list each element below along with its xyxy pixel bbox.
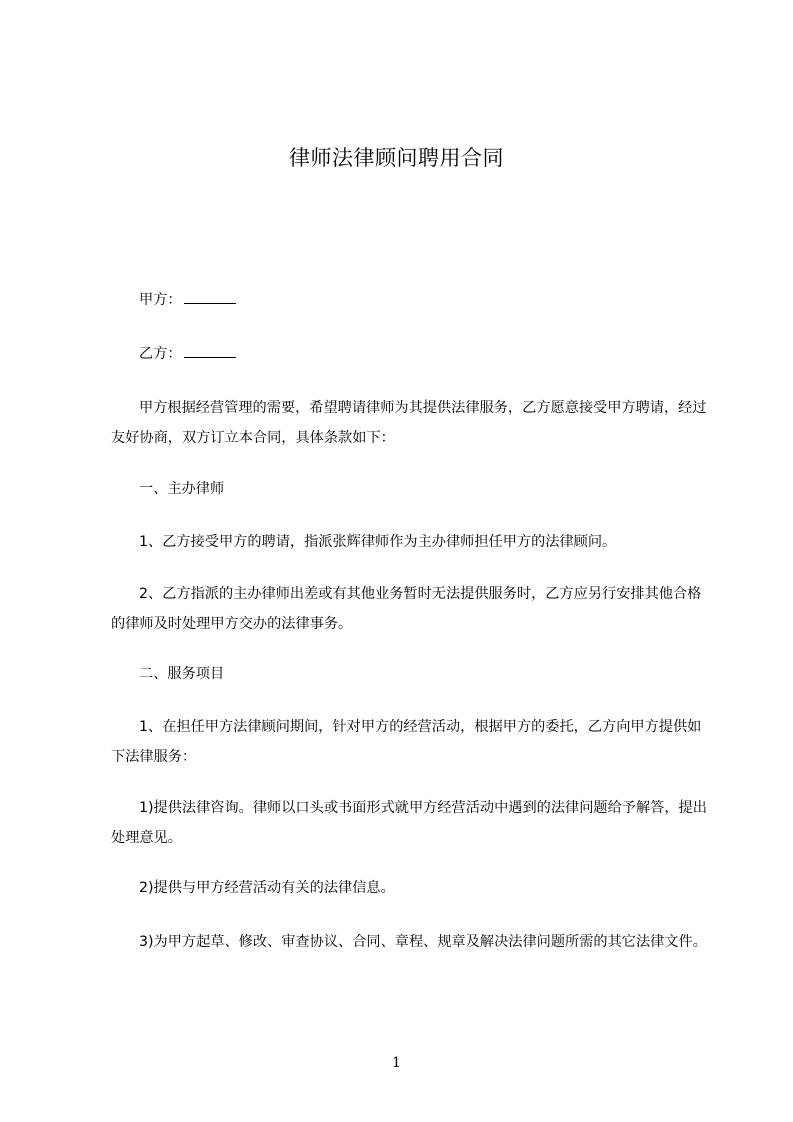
party-b-label: 乙方： — [139, 346, 182, 362]
section2-item1: 1、在担任甲方法律顾问期间，针对甲方的经营活动，根据甲方的委托，乙方向甲方提供如下法律服务： — [111, 719, 702, 765]
party-a-blank — [184, 289, 236, 304]
section1-item1: 1、乙方接受甲方的聘请，指派张辉律师作为主办律师担任甲方的法律顾问。 — [139, 534, 617, 550]
intro-paragraph: 甲方根据经营管理的需要，希望聘请律师为其提供法律服务，乙方愿意接受甲方聘请，经过友好协商，双方订立本合同，具体条款如下： — [111, 400, 707, 446]
page-number: 1 — [392, 1055, 401, 1071]
section1-heading: 一、主办律师 — [139, 481, 225, 497]
section2-heading: 二、服务项目 — [139, 666, 225, 682]
party-b-line — [111, 339, 713, 369]
section1-item2: 2、乙方指派的主办律师出差或有其他业务暂时无法提供服务时，乙方应另行安排其他合格的律师及时处理甲方交办的法律事务。 — [111, 586, 702, 632]
document-title: 律师法律顾问聘用合同 — [289, 146, 504, 170]
section2-sub1: 1)提供法律咨询。律师以口头或书面形式就甲方经营活动中遇到的法律问题给予解答，提出处理意见。 — [111, 800, 707, 846]
party-a-line — [111, 285, 713, 315]
section2-sub3: 3)为甲方起草、修改、审查协议、合同、章程、规章及解决法律问题所需的其它法律文件。 — [139, 934, 707, 950]
party-b-blank — [184, 343, 236, 358]
section2-sub2: 2)提供与甲方经营活动有关的法律信息。 — [139, 880, 395, 896]
party-a-label: 甲方： — [139, 292, 182, 308]
